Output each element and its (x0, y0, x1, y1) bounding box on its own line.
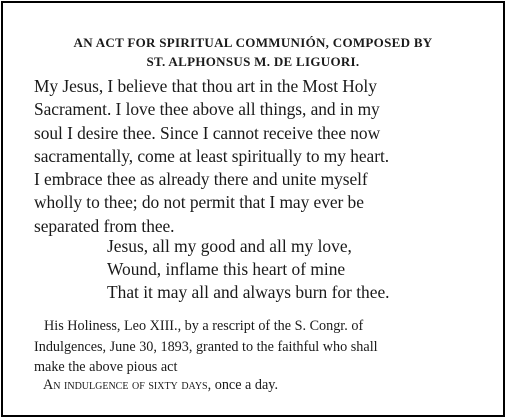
prayer-text (34, 75, 482, 238)
heading-line-1: AN ACT FOR SPIRITUAL COMMUNIÓN, COMPOSED BY (73, 35, 433, 50)
note-line: make the above pious act (34, 359, 178, 375)
verse-line: Wound, inflame this heart of mine (107, 259, 346, 279)
ejaculation-verse (107, 235, 390, 304)
prayer-line: separated from thee. (34, 215, 175, 236)
verse-line: That it may all and always burn for thee. (107, 282, 390, 302)
indulgence-frequency: once a day. (211, 377, 279, 393)
prayer-line: Sacrament. I love thee above all things, and in my (34, 99, 380, 120)
prayer-line: I embrace thee as already there and unite myself (34, 169, 368, 190)
note-line: Indulgences, June 30, 1893, granted to the faithful who shall (34, 338, 378, 355)
indulgence-note (34, 316, 484, 378)
note-line: His Holiness, Leo XIII., by a rescript of the S. Congr. of (44, 318, 364, 334)
prayer-line: My Jesus, I believe that thou art in the Most Holy (34, 76, 377, 96)
indulgence-lead: An indulgence of sixty days, (43, 377, 212, 393)
prayer-line: soul I desire thee. Since I cannot receive thee now (34, 122, 381, 143)
document-page (1, 1, 505, 417)
heading-line-2: ST. ALPHONSUS M. DE LIGUORI. (146, 54, 360, 69)
indulgence-grant (43, 375, 278, 395)
prayer-line: sacramentally, come at least spiritually to my heart. (34, 145, 390, 166)
document-heading (3, 33, 503, 71)
prayer-line: wholly to thee; do not permit that I may ever be (34, 192, 364, 213)
verse-line: Jesus, all my good and all my love, (107, 236, 352, 256)
